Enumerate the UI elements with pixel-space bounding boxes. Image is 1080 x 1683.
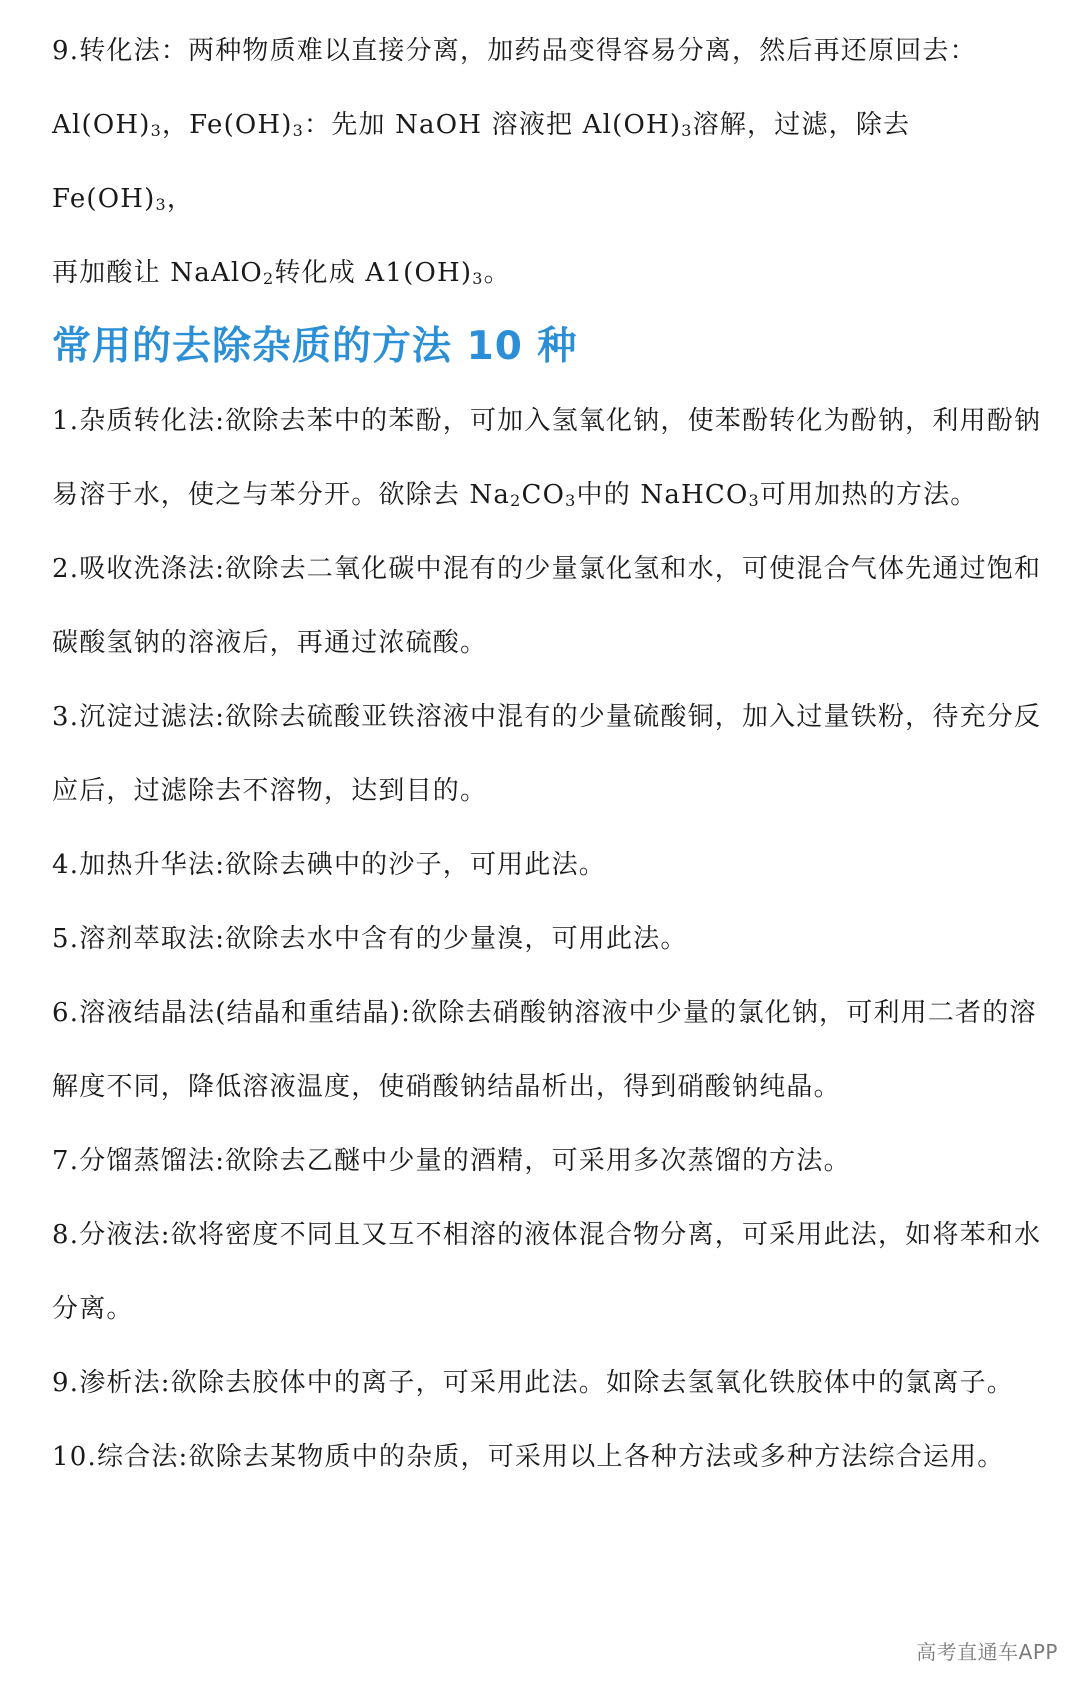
method-10: 10.综合法:欲除去某物质中的杂质，可采用以上各种方法或多种方法综合运用。 bbox=[52, 1442, 1005, 1472]
method-6: 6.溶液结晶法(结晶和重结晶):欲除去硝酸钠溶液中少量的氯化钠，可利用二者的溶解度不同，降低溶液温度，使硝酸钠结晶析出，得到硝酸钠纯晶。 bbox=[52, 998, 1037, 1102]
method-5: 5.溶剂萃取法:欲除去水中含有的少量溴，可用此法。 bbox=[52, 924, 688, 954]
method-3: 3.沉淀过滤法:欲除去硫酸亚铁溶液中混有的少量硫酸铜，加入过量铁粉，待充分反应后，过滤除去不溶物，达到目的。 bbox=[52, 702, 1042, 806]
method-4: 4.加热升华法:欲除去碘中的沙子，可用此法。 bbox=[52, 850, 606, 880]
intro-line-1: 9.转化法：两种物质难以直接分离，加药品变得容易分离，然后再还原回去： bbox=[52, 36, 977, 66]
method-1: 1.杂质转化法:欲除去苯中的苯酚，可加入氢氧化钠，使苯酚转化为酚钠，利用酚钠易溶于水，使之与苯分开。欲除去 $Na_2CO_3$中的 NaHCO$_3$可用加热的方法。 bbox=[52, 406, 1042, 510]
intro-paragraph bbox=[52, 14, 1050, 310]
method-9: 9.渗析法:欲除去胶体中的离子，可采用此法。如除去氢氧化铁胶体中的氯离子。 bbox=[52, 1368, 1014, 1398]
method-8: 8.分液法:欲将密度不同且又互不相溶的液体混合物分离，可采用此法，如将苯和水分离。 bbox=[52, 1220, 1042, 1324]
method-2: 2.吸收洗涤法:欲除去二氧化碳中混有的少量氯化氢和水，可使混合气体先通过饱和碳酸氢钠的溶液后，再通过浓硫酸。 bbox=[52, 554, 1042, 658]
section-heading: 常用的去除杂质的方法 10 种 bbox=[52, 324, 578, 369]
watermark-text: 高考直通车APP bbox=[916, 1640, 1058, 1664]
method-7: 7.分馏蒸馏法:欲除去乙醚中少量的酒精，可采用多次蒸馏的方法。 bbox=[52, 1146, 851, 1176]
intro-line-3: 再加酸让 NaAlO$_2$转化成 $A1(OH)_3$。 bbox=[52, 258, 511, 288]
intro-line-2: $Al(OH)_3$，$Fe(OH)_3$：先加 NaOH 溶液把 $Al(OH)_3$溶解，过滤，除去 $Fe(OH)_3$， bbox=[52, 110, 911, 214]
